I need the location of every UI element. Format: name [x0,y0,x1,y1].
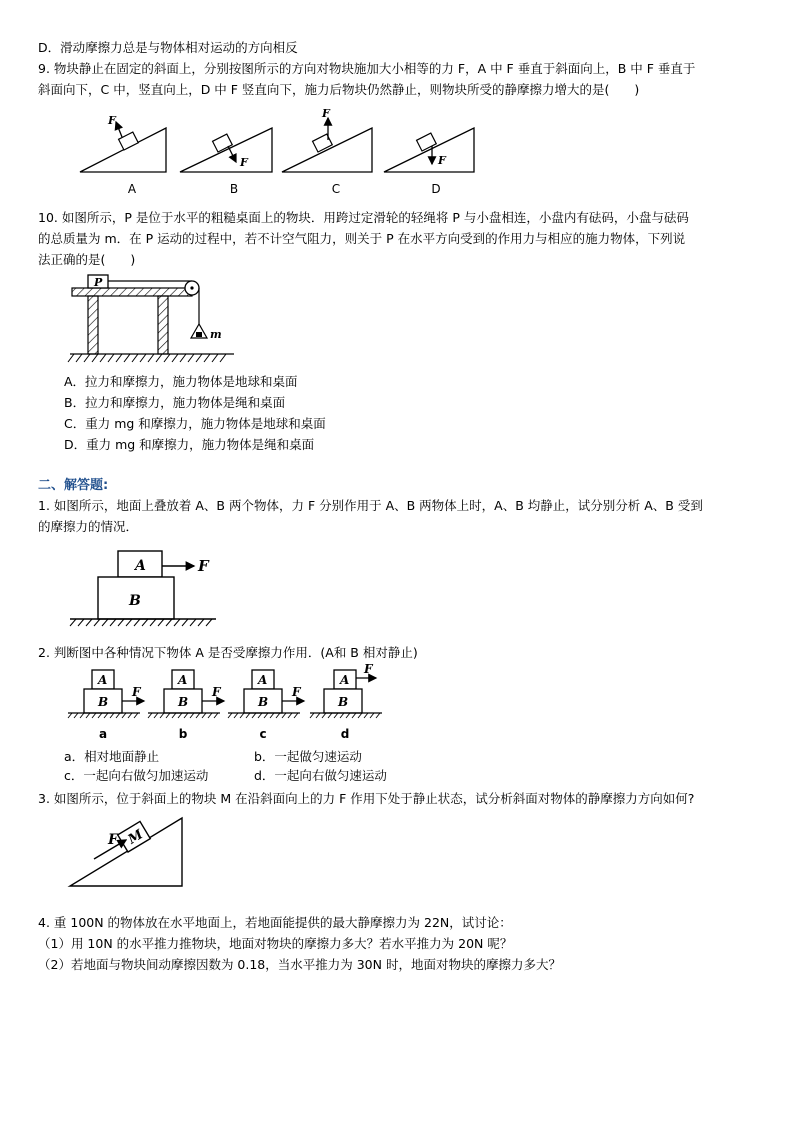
p2-text-line1: 2. 判断图中各种情况下物体 A 是否受摩擦力作用．(A和 B 相对静止) [38,645,418,660]
section-title-answers: 二、解答题: [38,478,109,493]
p4-text-line1: 4. 重 100N 的物体放在水平地面上，若地面能提供的最大静摩擦力为 22N，试讨论： [38,915,512,930]
q10-text-line1: 10. 如图所示，P 是位于水平的粗糙桌面上的物块．用跨过定滑轮的轻绳将 P 与小盘相连，小盘内有砝码，小盘与砝码 [38,210,689,225]
p4-text-line2: （1）用 10N 的水平推力推物块，地面对物块的摩擦力多大？若水平推力为 20N 呢？ [38,936,513,951]
p2-four-cases-figure [66,662,396,744]
p1-text-line2: 的摩擦力的情况． [38,519,139,534]
p2-case-d [310,662,382,741]
p1-text-line1: 1. 如图所示，地面上叠放着 A、B 两个物体，力 F 分别作用于 A、B 两物体上时，A、B 均静止，试分别分析 A、B 受到 [38,498,703,513]
p2-option-c: c．一起向右做匀加速运动 [64,768,209,783]
q9-a-force-label: F [108,114,116,127]
p3-text-line1: 3. 如图所示，位于斜面上的物块 M 在沿斜面向上的力 F 作用下处于静止状态，试分析斜面对物体的静摩擦力方向如何? [38,791,695,806]
q9-text-line2: 斜面向下，C 中，竖直向上，D 中 F 竖直向下，施力后物块仍然静止，则物块所受的静摩擦力增大的是( ) [38,82,640,97]
svg-text:B: B [338,695,349,709]
p2-option-d: d．一起向右做匀速运动 [254,768,387,783]
q9-figure-b [180,128,272,196]
p3-block-m-label: M [125,827,146,848]
q9-text-line1: 9. 物块静止在固定的斜面上，分别按图所示的方向对物块施加大小相等的力 F，A 中 F 垂直于斜面向上，B 中 F 垂直于 [38,61,696,76]
svg-text:c: c [259,727,267,741]
p2-option-a: a．相对地面静止 [64,749,160,764]
q10-option-d: D．重力 mg 和摩擦力，施力物体是绳和桌面 [64,437,315,452]
q10-block-p-label: P [94,276,103,289]
q9-label-b: B [229,182,239,196]
q9-incline-figures [70,104,490,196]
q10-text-line3: 法正确的是( ) [38,252,136,267]
svg-text:A: A [340,673,350,687]
p1-block-b-label: B [129,593,141,609]
p2-case-c [228,670,304,741]
svg-text:d: d [340,727,350,741]
q10-mass-label: m [210,328,222,341]
q9-label-d: D [431,182,441,196]
svg-text:b: b [178,727,188,741]
svg-text:a: a [98,727,108,741]
q10-option-a: A．拉力和摩擦力，施力物体是地球和桌面 [64,374,298,389]
svg-text:A: A [178,673,188,687]
q9-label-c: C [331,182,341,196]
q9-c-force-label: F [322,107,330,120]
svg-text:F: F [132,685,141,699]
q10-option-c: C．重力 mg 和摩擦力，施力物体是地球和桌面 [64,416,326,431]
p1-block-a-label: A [135,558,146,574]
p1-stacked-blocks-figure [66,548,226,628]
q9-d-force-label: F [438,154,446,167]
q9-label-a: A [127,182,137,196]
p2-case-b [148,670,224,741]
svg-text:B: B [258,695,269,709]
svg-text:F: F [364,662,373,676]
svg-text:A: A [258,673,268,687]
p1-force-label: F [198,557,209,575]
p3-incline-figure [66,812,196,892]
svg-text:F: F [292,685,301,699]
q10-text-line2: 的总质量为 m．在 P 运动的过程中，若不计空气阻力，则关于 P 在水平方向受到的作用力与相应的施力物体，下列说 [38,231,686,246]
q8-option-d: D．滑动摩擦力总是与物体相对运动的方向相反 [38,40,298,55]
q9-figure-a [80,114,166,196]
p2-case-a [68,670,144,741]
q9-b-force-label: F [240,156,248,169]
q10-pulley-figure [66,272,236,364]
p3-force-label: F [108,832,118,848]
svg-text:B: B [98,695,109,709]
svg-text:B: B [178,695,189,709]
q9-figure-c [282,107,372,196]
svg-text:A: A [98,673,108,687]
q9-figure-d [384,128,474,196]
p2-option-b: b．一起做匀速运动 [254,749,362,764]
p4-text-line3: （2）若地面与物块间动摩擦因数为 0.18，当水平推力为 30N 时，地面对物块的摩擦力多大？ [38,957,561,972]
svg-text:F: F [212,685,221,699]
q10-option-b: B．拉力和摩擦力，施力物体是绳和桌面 [64,395,286,410]
